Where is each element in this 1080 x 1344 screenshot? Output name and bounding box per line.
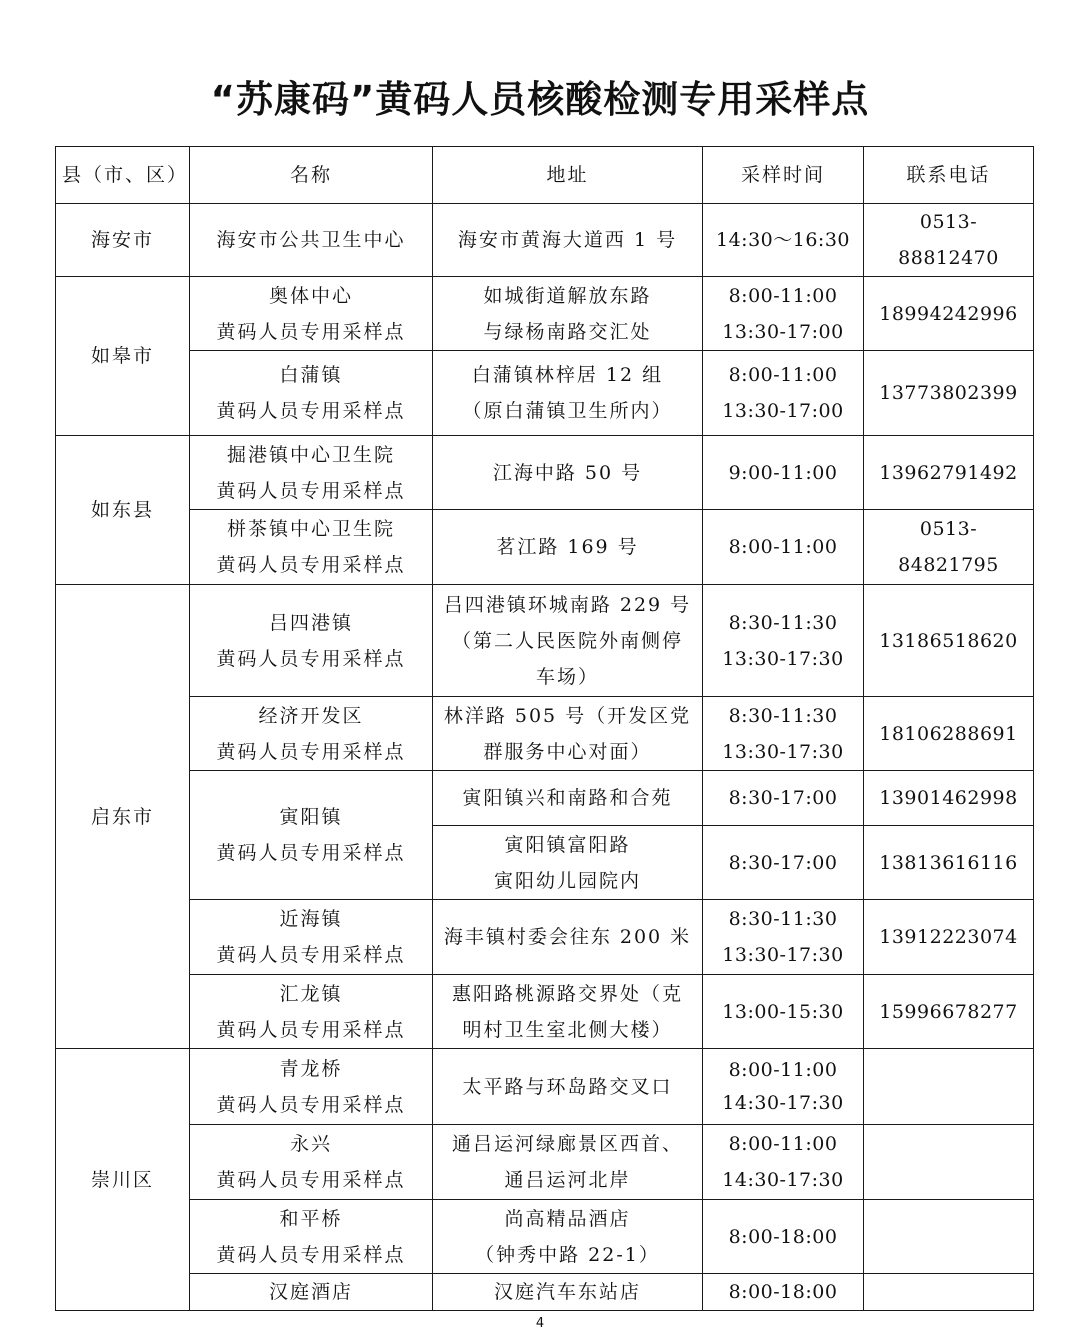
site-name-cell: 白蒲镇 黄码人员专用采样点 [190,351,433,436]
time-cell: 8:00-18:00 [703,1274,864,1311]
phone-cell: 13186518620 [864,585,1034,697]
address-cell: 寅阳镇富阳路 寅阳幼儿园院内 [433,826,703,900]
time-cell: 8:00-11:00 13:30-17:00 [703,351,864,436]
page-number: 4 [535,1316,545,1331]
site-name-cell: 汉庭酒店 [190,1274,433,1311]
district-cell: 海安市 [56,204,190,277]
address-cell: 林洋路 505 号（开发区党 群服务中心对面） [433,697,703,771]
address-cell: 尚高精品酒店 （钟秀中路 22-1） [433,1200,703,1274]
time-cell: 8:30-11:30 13:30-17:30 [703,900,864,975]
address-cell: 如城街道解放东路 与绿杨南路交汇处 [433,277,703,351]
address-cell: 通吕运河绿廊景区西首、 通吕运河北岸 [433,1125,703,1200]
time-cell: 14:30～16:30 [703,204,864,277]
time-cell: 8:00-11:00 14:30-17:30 [703,1049,864,1125]
phone-cell: 18106288691 [864,697,1034,771]
phone-cell [864,1049,1034,1125]
district-cell: 如皋市 [56,277,190,436]
address-cell: 茗江路 169 号 [433,510,703,585]
district-cell: 崇川区 [56,1049,190,1311]
table-row [56,697,1034,771]
phone-cell: 13813616116 [864,826,1034,900]
header-district: 县（市、区） [56,147,190,204]
address-cell: 海丰镇村委会往东 200 米 [433,900,703,975]
phone-cell: 0513-84821795 [864,510,1034,585]
phone-cell [864,1125,1034,1200]
table-row [56,1200,1034,1274]
phone-cell: 18994242996 [864,277,1034,351]
header-name: 名称 [190,147,433,204]
table-row [56,585,1034,697]
phone-cell [864,1200,1034,1274]
address-cell: 太平路与环岛路交叉口 [433,1049,703,1125]
phone-cell: 13901462998 [864,771,1034,826]
header-row [56,147,1034,204]
time-cell: 8:30-17:00 [703,826,864,900]
time-cell: 8:00-18:00 [703,1200,864,1274]
phone-cell: 13773802399 [864,351,1034,436]
table-row [56,900,1034,975]
time-cell: 8:30-17:00 [703,771,864,826]
time-cell: 8:00-11:00 [703,510,864,585]
header-time: 采样时间 [703,147,864,204]
address-cell: 汉庭汽车东站店 [433,1274,703,1311]
address-cell: 海安市黄海大道西 1 号 [433,204,703,277]
phone-cell [864,1274,1034,1311]
time-cell: 8:00-11:00 13:30-17:00 [703,277,864,351]
table-row [56,436,1034,510]
site-name-cell: 近海镇 黄码人员专用采样点 [190,900,433,975]
address-cell: 吕四港镇环城南路 229 号 （第二人民医院外南侧停 车场） [433,585,703,697]
table-row [56,277,1034,351]
site-name-cell: 吕四港镇 黄码人员专用采样点 [190,585,433,697]
time-cell: 8:30-11:30 13:30-17:30 [703,585,864,697]
header-address: 地址 [433,147,703,204]
site-name-cell: 永兴 黄码人员专用采样点 [190,1125,433,1200]
site-name-cell: 海安市公共卫生中心 [190,204,433,277]
site-name-cell: 经济开发区 黄码人员专用采样点 [190,697,433,771]
address-cell: 惠阳路桃源路交界处（克 明村卫生室北侧大楼） [433,975,703,1049]
table-row [56,351,1034,436]
table-row [56,975,1034,1049]
site-name-cell: 栟茶镇中心卫生院 黄码人员专用采样点 [190,510,433,585]
table-row [56,1049,1034,1125]
site-name-cell: 掘港镇中心卫生院 黄码人员专用采样点 [190,436,433,510]
table-row [56,1125,1034,1200]
site-name-cell: 寅阳镇 黄码人员专用采样点 [190,771,433,900]
site-name-cell: 汇龙镇 黄码人员专用采样点 [190,975,433,1049]
table-row [56,771,1034,826]
table-row [56,1274,1034,1311]
site-name-cell: 青龙桥 黄码人员专用采样点 [190,1049,433,1125]
time-cell: 13:00-15:30 [703,975,864,1049]
phone-cell: 0513-88812470 [864,204,1034,277]
page-title: “苏康码”黄码人员核酸检测专用采样点 [210,78,870,121]
time-cell: 8:30-11:30 13:30-17:30 [703,697,864,771]
time-cell: 9:00-11:00 [703,436,864,510]
district-cell: 如东县 [56,436,190,585]
table-row [56,204,1034,277]
site-name-cell: 和平桥 黄码人员专用采样点 [190,1200,433,1274]
header-phone: 联系电话 [864,147,1034,204]
table-row [56,510,1034,585]
sampling-sites-table [55,146,1034,1311]
time-cell: 8:00-11:00 14:30-17:30 [703,1125,864,1200]
address-cell: 江海中路 50 号 [433,436,703,510]
phone-cell: 13962791492 [864,436,1034,510]
site-name-cell: 奥体中心 黄码人员专用采样点 [190,277,433,351]
district-cell: 启东市 [56,585,190,1049]
phone-cell: 15996678277 [864,975,1034,1049]
phone-cell: 13912223074 [864,900,1034,975]
address-cell: 白蒲镇林梓居 12 组 （原白蒲镇卫生所内） [433,351,703,436]
address-cell: 寅阳镇兴和南路和合苑 [433,771,703,826]
